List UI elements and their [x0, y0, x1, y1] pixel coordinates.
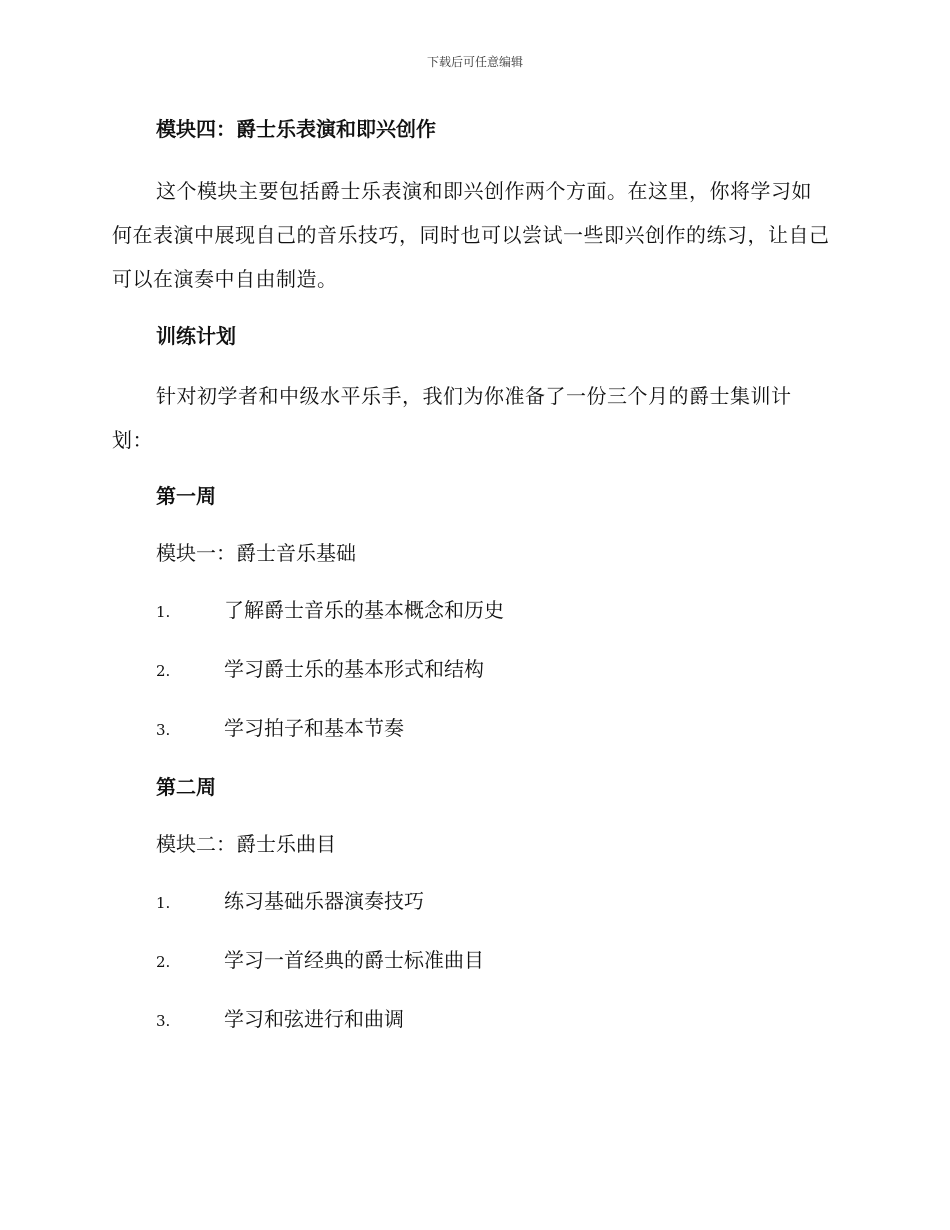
list-text: 学习拍子和基本节奏 — [224, 716, 404, 740]
list-text: 学习一首经典的爵士标准曲目 — [224, 948, 484, 972]
list-item — [112, 1001, 832, 1039]
header-note: 下载后可任意编辑 — [426, 55, 523, 69]
list-number: 3. — [156, 1012, 171, 1030]
week-2-section — [112, 769, 832, 1039]
week-2-heading: 第二周 — [156, 775, 216, 799]
list-item — [112, 710, 832, 748]
list-number: 3. — [156, 721, 171, 739]
week-2-module: 模块二：爵士乐曲目 — [156, 832, 336, 856]
list-number: 2. — [156, 662, 171, 680]
training-plan-intro: 针对初学者和中级水平乐手，我们为你准备了一份三个月的爵士集训计划： — [112, 384, 792, 452]
module4-paragraph: 这个模块主要包括爵士乐表演和即兴创作两个方面。在这里，你将学习如何在表演中展现自己的音乐技巧，同时也可以尝试一些即兴创作的练习，让自己可以在演奏中自由制造。 — [112, 179, 830, 291]
list-item — [112, 942, 832, 980]
list-text: 学习爵士乐的基本形式和结构 — [224, 657, 484, 681]
module4-heading: 模块四：爵士乐表演和即兴创作 — [156, 117, 436, 141]
list-number: 1. — [156, 603, 171, 621]
week-1-module: 模块一：爵士音乐基础 — [156, 541, 356, 565]
list-number: 2. — [156, 953, 171, 971]
list-text: 学习和弦进行和曲调 — [224, 1007, 404, 1031]
list-text: 了解爵士音乐的基本概念和历史 — [224, 598, 504, 622]
list-text: 练习基础乐器演奏技巧 — [224, 889, 424, 913]
list-number: 1. — [156, 894, 171, 912]
training-plan-heading: 训练计划 — [156, 324, 236, 348]
list-item — [112, 592, 832, 630]
week-1-heading: 第一周 — [156, 484, 216, 508]
list-item — [112, 883, 832, 921]
week-1-section — [112, 478, 832, 748]
document-content — [112, 111, 832, 1039]
list-item — [112, 651, 832, 689]
